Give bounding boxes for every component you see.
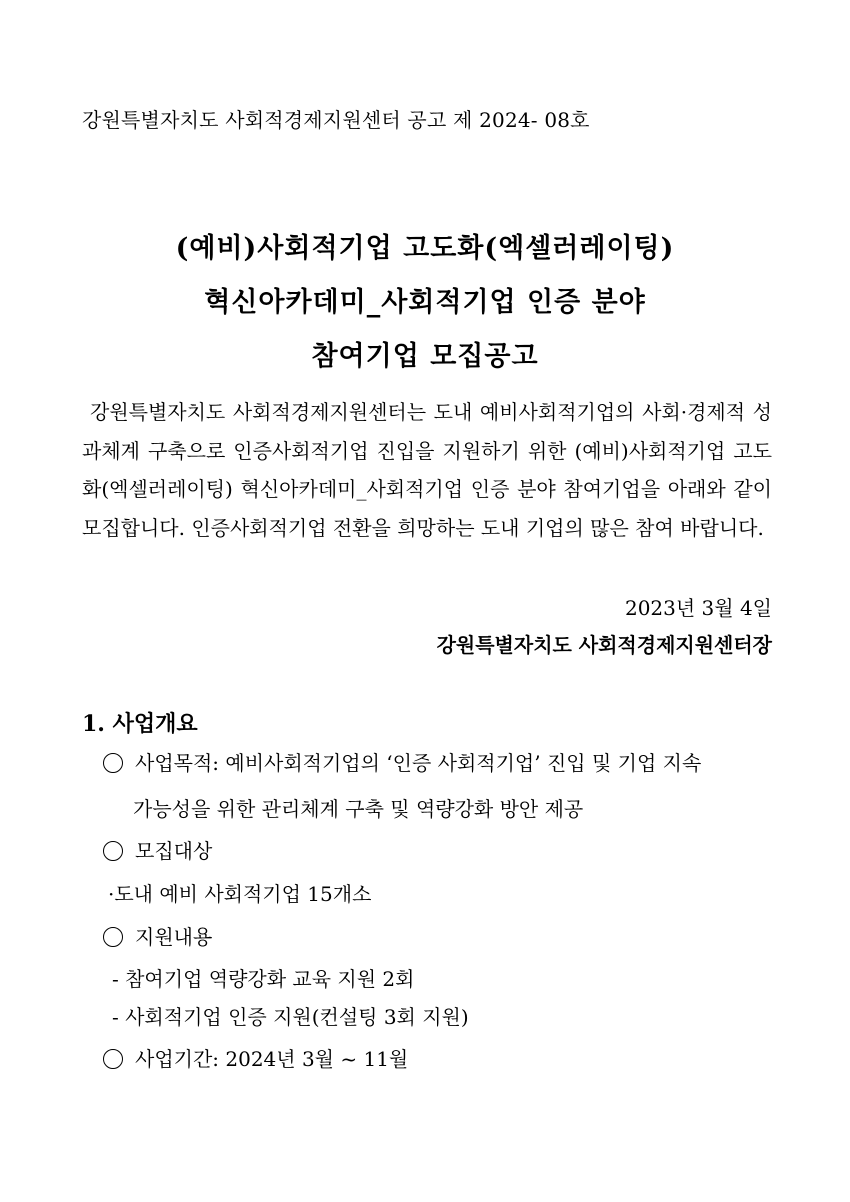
period-item bbox=[103, 1043, 408, 1072]
support-label: 지원내용 bbox=[135, 925, 213, 949]
support-item bbox=[103, 921, 212, 950]
circle-bullet-icon bbox=[103, 841, 123, 861]
period-text: 사업기간: 2024년 3월 ~ 11월 bbox=[135, 1047, 409, 1071]
target-detail: ·도내 예비 사회적기업 15개소 bbox=[108, 882, 372, 906]
support-detail-2: - 사회적기업 인증 지원(컨설팅 3회 지원) bbox=[112, 1005, 469, 1029]
purpose-text-line2: 가능성을 위한 관리체계 구축 및 역량강화 방안 제공 bbox=[133, 797, 584, 821]
title-line-2: 혁신아카데미_사회적기업 인증 분야 bbox=[204, 287, 646, 318]
notice-date: 2023년 3월 4일 bbox=[624, 596, 772, 620]
target-item bbox=[103, 835, 212, 864]
signer: 강원특별자치도 사회적경제지원센터장 bbox=[436, 633, 772, 657]
circle-bullet-icon bbox=[103, 1049, 123, 1069]
support-detail-1: - 참여기업 역량강화 교육 지원 2회 bbox=[112, 967, 415, 991]
circle-bullet-icon bbox=[103, 927, 123, 947]
intro-paragraph: 강원특별자치도 사회적경제지원센터는 도내 예비사회적기업의 사회·경제적 성과체계 구축으로 인증사회적기업 진입을 지원하기 위한 (예비)사회적기업 고도화(엑셀러레이팅) 혁신아카데미_사회적기업 인증 분야 참여기업을 아래와 같이 모집합니다. 인증사회적기업 전환을 희망하는 도내 기업의 많은 참여 바랍니다. bbox=[82, 400, 772, 540]
target-label: 모집대상 bbox=[135, 839, 213, 863]
notice-number: 강원특별자치도 사회적경제지원센터 공고 제 2024- 08호 bbox=[82, 108, 590, 132]
title-line-1: (예비)사회적기업 고도화(엑셀러레이팅) bbox=[175, 233, 675, 264]
purpose-text-line1: 사업목적: 예비사회적기업의 ‘인증 사회적기업’ 진입 및 기업 지속 bbox=[135, 751, 702, 775]
purpose-item bbox=[103, 747, 773, 776]
title-line-3: 참여기업 모집공고 bbox=[311, 341, 539, 372]
circle-bullet-icon bbox=[103, 753, 123, 773]
section-heading: 1. 사업개요 bbox=[82, 711, 198, 737]
